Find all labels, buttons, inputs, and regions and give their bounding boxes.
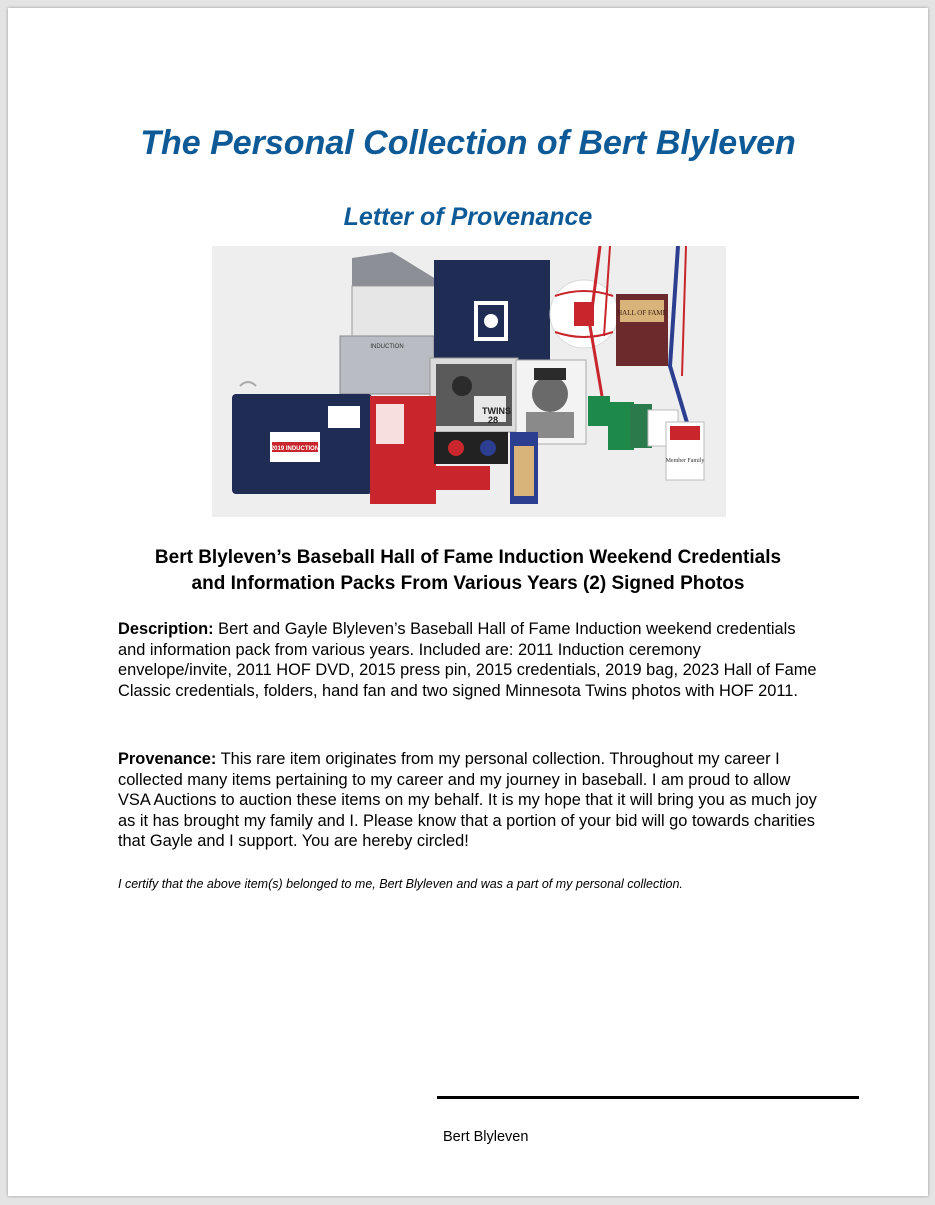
item-heading-line1: Bert Blyleven’s Baseball Hall of Fame Induction Weekend Credentials	[154, 547, 782, 568]
description-paragraph	[118, 619, 818, 701]
signed-photo-portrait	[516, 360, 586, 444]
signed-photo-pitcher	[430, 358, 518, 432]
photo-number: 28	[488, 415, 499, 425]
signature-line	[437, 1096, 859, 1099]
document-title: The Personal Collection of Bert Blyleven	[140, 124, 796, 162]
description-text: Bert and Gayle Blyleven’s Baseball Hall of Fame Induction weekend credentials and information pack from various years. Included are: 2011 Induction ceremony envelope/invite, 2011 HOF DVD, 2015 press pin, 2015 credentials, 2019 bag, 2023 Hall of Fame Classic credentials, folders, hand fan and two signed Minnesota Twins photos with HOF 2011.	[118, 620, 817, 700]
photo-team: TWINS	[482, 406, 511, 416]
provenance-paragraph	[118, 749, 818, 852]
pass-label: Member Family	[665, 458, 705, 464]
item-heading-line2: and Information Packs From Various Years (2) Signed Photos	[191, 573, 745, 594]
bag-label: 2019 INDUCTION	[270, 446, 320, 452]
document-subtitle: Letter of Provenance	[343, 203, 593, 231]
provenance-text: This rare item originates from my personal collection. Throughout my career I collected many items pertaining to my career and my journey in baseball. I am proud to allow VSA Auctions to auction these items on my behalf. It is my hope that it will bring you as much joy as it has brought my family and I. Please know that a portion of your bid will go towards charities that Gayle and I support. You are hereby circled!	[118, 750, 817, 851]
folder-label: INDUCTION	[370, 344, 404, 350]
description-label: Description:	[118, 620, 214, 638]
provenance-label: Provenance:	[118, 750, 217, 768]
navy-folder	[434, 260, 550, 362]
certification-statement: I certify that the above item(s) belonged to me, Bert Blyleven and was a part of my personal collection.	[118, 877, 683, 891]
dvd-label: HALL OF FAME	[617, 309, 667, 317]
memorabilia-photo	[212, 246, 726, 517]
induction-bag	[232, 382, 372, 494]
item-heading	[8, 545, 928, 597]
red-folder	[370, 396, 436, 504]
dvd-case	[616, 294, 668, 366]
document-page	[8, 8, 928, 1196]
signature-name: Bert Blyleven	[443, 1129, 529, 1145]
